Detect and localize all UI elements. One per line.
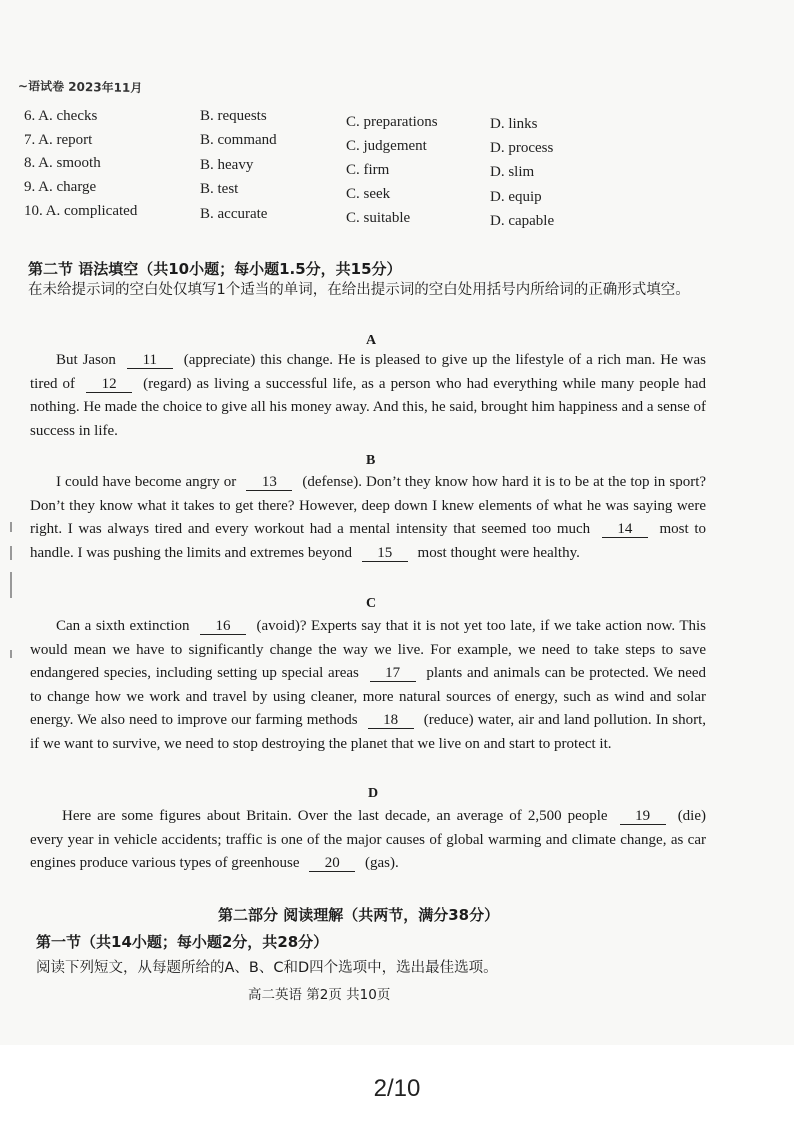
passage-text: (gas).	[365, 855, 399, 871]
option-d: D. slim	[490, 164, 535, 180]
option-row-8	[24, 155, 101, 172]
passage-text: most thought were healthy.	[417, 544, 580, 561]
blank-20[interactable]: 20	[309, 855, 355, 872]
blank-11[interactable]: 11	[127, 352, 173, 369]
option-a: charge	[56, 179, 97, 195]
blank-14[interactable]: 14	[602, 521, 648, 538]
option-number: 7. A.	[24, 132, 53, 148]
passage-text: (reduce) water, air and land pollution. In short, if we want to survive, we need to stop destroying the planet that we live on and start to protect it.	[30, 712, 707, 752]
passage-text: (regard) as living a successful life, as a person who had everything while many people had nothing. He made the choice to give all his money away. And this, he said, brought him happiness and a sense of success in life.	[30, 375, 706, 439]
blank-18[interactable]: 18	[368, 712, 414, 729]
blank-12[interactable]: 12	[86, 376, 132, 393]
reading-instruction: 阅读下列短文，从每题所给的A、B、C和D四个选项中，选出最佳选项。	[36, 960, 498, 976]
page-number: 2/10	[373, 1075, 421, 1102]
option-b: B. heavy	[200, 157, 254, 173]
option-b: B. command	[200, 132, 277, 148]
option-row-10	[24, 203, 137, 220]
option-d: D. capable	[490, 213, 555, 229]
option-a: smooth	[56, 155, 101, 171]
option-a: report	[56, 132, 93, 148]
passage-text: Here are some figures about Britain. Over the last decade, an average of 2,500 people	[62, 808, 608, 824]
option-b: B. test	[200, 181, 239, 197]
option-a: checks	[56, 108, 98, 124]
option-number: 10. A.	[24, 203, 61, 219]
passage-text: (die) every year in vehicle accidents; traffic is one of the major causes of global warming and climate change, as car engines produce various types of greenhouse	[30, 808, 707, 871]
option-c: C. seek	[346, 186, 391, 202]
passage-letter-c: C	[366, 596, 377, 611]
passage-text: Can a sixth extinction	[56, 618, 190, 634]
passage-d	[30, 805, 706, 876]
blank-13[interactable]: 13	[246, 474, 292, 491]
option-b: B. accurate	[200, 206, 268, 222]
passage-text: (defense). Don’t they know how hard it is to be at the top in sport? Don’t they know what it takes to get there? However, deep down I knew elements of what he was saying were right. I was always tired and every workout had a mental intensity that seemed too much	[30, 474, 707, 537]
option-row-9	[24, 179, 96, 196]
passage-text: plants and animals can be protected. We need to change how we work and travel by using cleaner, more natural sources of energy, such as wind and solar energy. We also need to improve our farming methods	[30, 665, 707, 728]
option-d: D. links	[490, 116, 538, 132]
passage-a	[30, 349, 706, 443]
option-row-6	[24, 108, 97, 125]
option-c: C. suitable	[346, 210, 411, 226]
blank-15[interactable]: 15	[362, 545, 408, 562]
passage-text: (appreciate) this change. He is pleased to give up the lifestyle of a rich man. He was tired of	[30, 352, 707, 392]
section-title: 第二节 语法填空（共10小题；每小题1.5分，共15分）	[28, 260, 402, 278]
option-number: 9. A.	[24, 179, 53, 195]
option-d: D. process	[490, 140, 554, 156]
option-row-7	[24, 132, 92, 149]
passage-letter-b: B	[366, 453, 376, 468]
passage-text: (avoid)? Experts say that it is not yet too late, if we take action now. This would mean we have to significantly change the way we live. For example, we need to take steps to save endangered species, including setting up special areas	[30, 618, 707, 681]
exam-header: ~语试卷 2023年11月	[17, 78, 143, 96]
option-number: 6. A.	[24, 108, 53, 124]
blank-16[interactable]: 16	[200, 618, 246, 635]
blank-17[interactable]: 17	[370, 665, 416, 682]
page-footer: 高二英语 第2页 共10页	[248, 987, 391, 1003]
option-number: 8. A.	[24, 155, 53, 171]
part-title: 第二部分 阅读理解（共两节，满分38分）	[218, 906, 500, 924]
blank-19[interactable]: 19	[620, 808, 666, 825]
margin-mark	[10, 650, 12, 658]
option-d: D. equip	[490, 189, 542, 205]
margin-mark	[10, 522, 12, 532]
margin-mark	[10, 572, 12, 598]
passage-letter-a: A	[366, 333, 377, 348]
option-c: C. judgement	[346, 138, 427, 154]
option-c: C. firm	[346, 162, 390, 178]
passage-c	[30, 615, 706, 756]
option-b: B. requests	[200, 108, 267, 124]
passage-text: I could have become angry or	[56, 474, 237, 490]
passage-text: But Jason	[56, 352, 116, 368]
option-a: complicated	[64, 203, 138, 219]
passage-letter-d: D	[368, 786, 379, 801]
passage-text: most to handle. I was pushing the limits and extremes beyond	[30, 521, 707, 561]
subsection-title: 第一节（共14小题；每小题2分，共28分）	[36, 933, 329, 951]
margin-mark	[10, 546, 12, 560]
section-instruction: 在未给提示词的空白处仅填写1个适当的单词，在给出提示词的空白处用括号内所给词的正确形式填空。	[28, 282, 690, 298]
option-c: C. preparations	[346, 114, 438, 130]
passage-b	[30, 471, 706, 565]
